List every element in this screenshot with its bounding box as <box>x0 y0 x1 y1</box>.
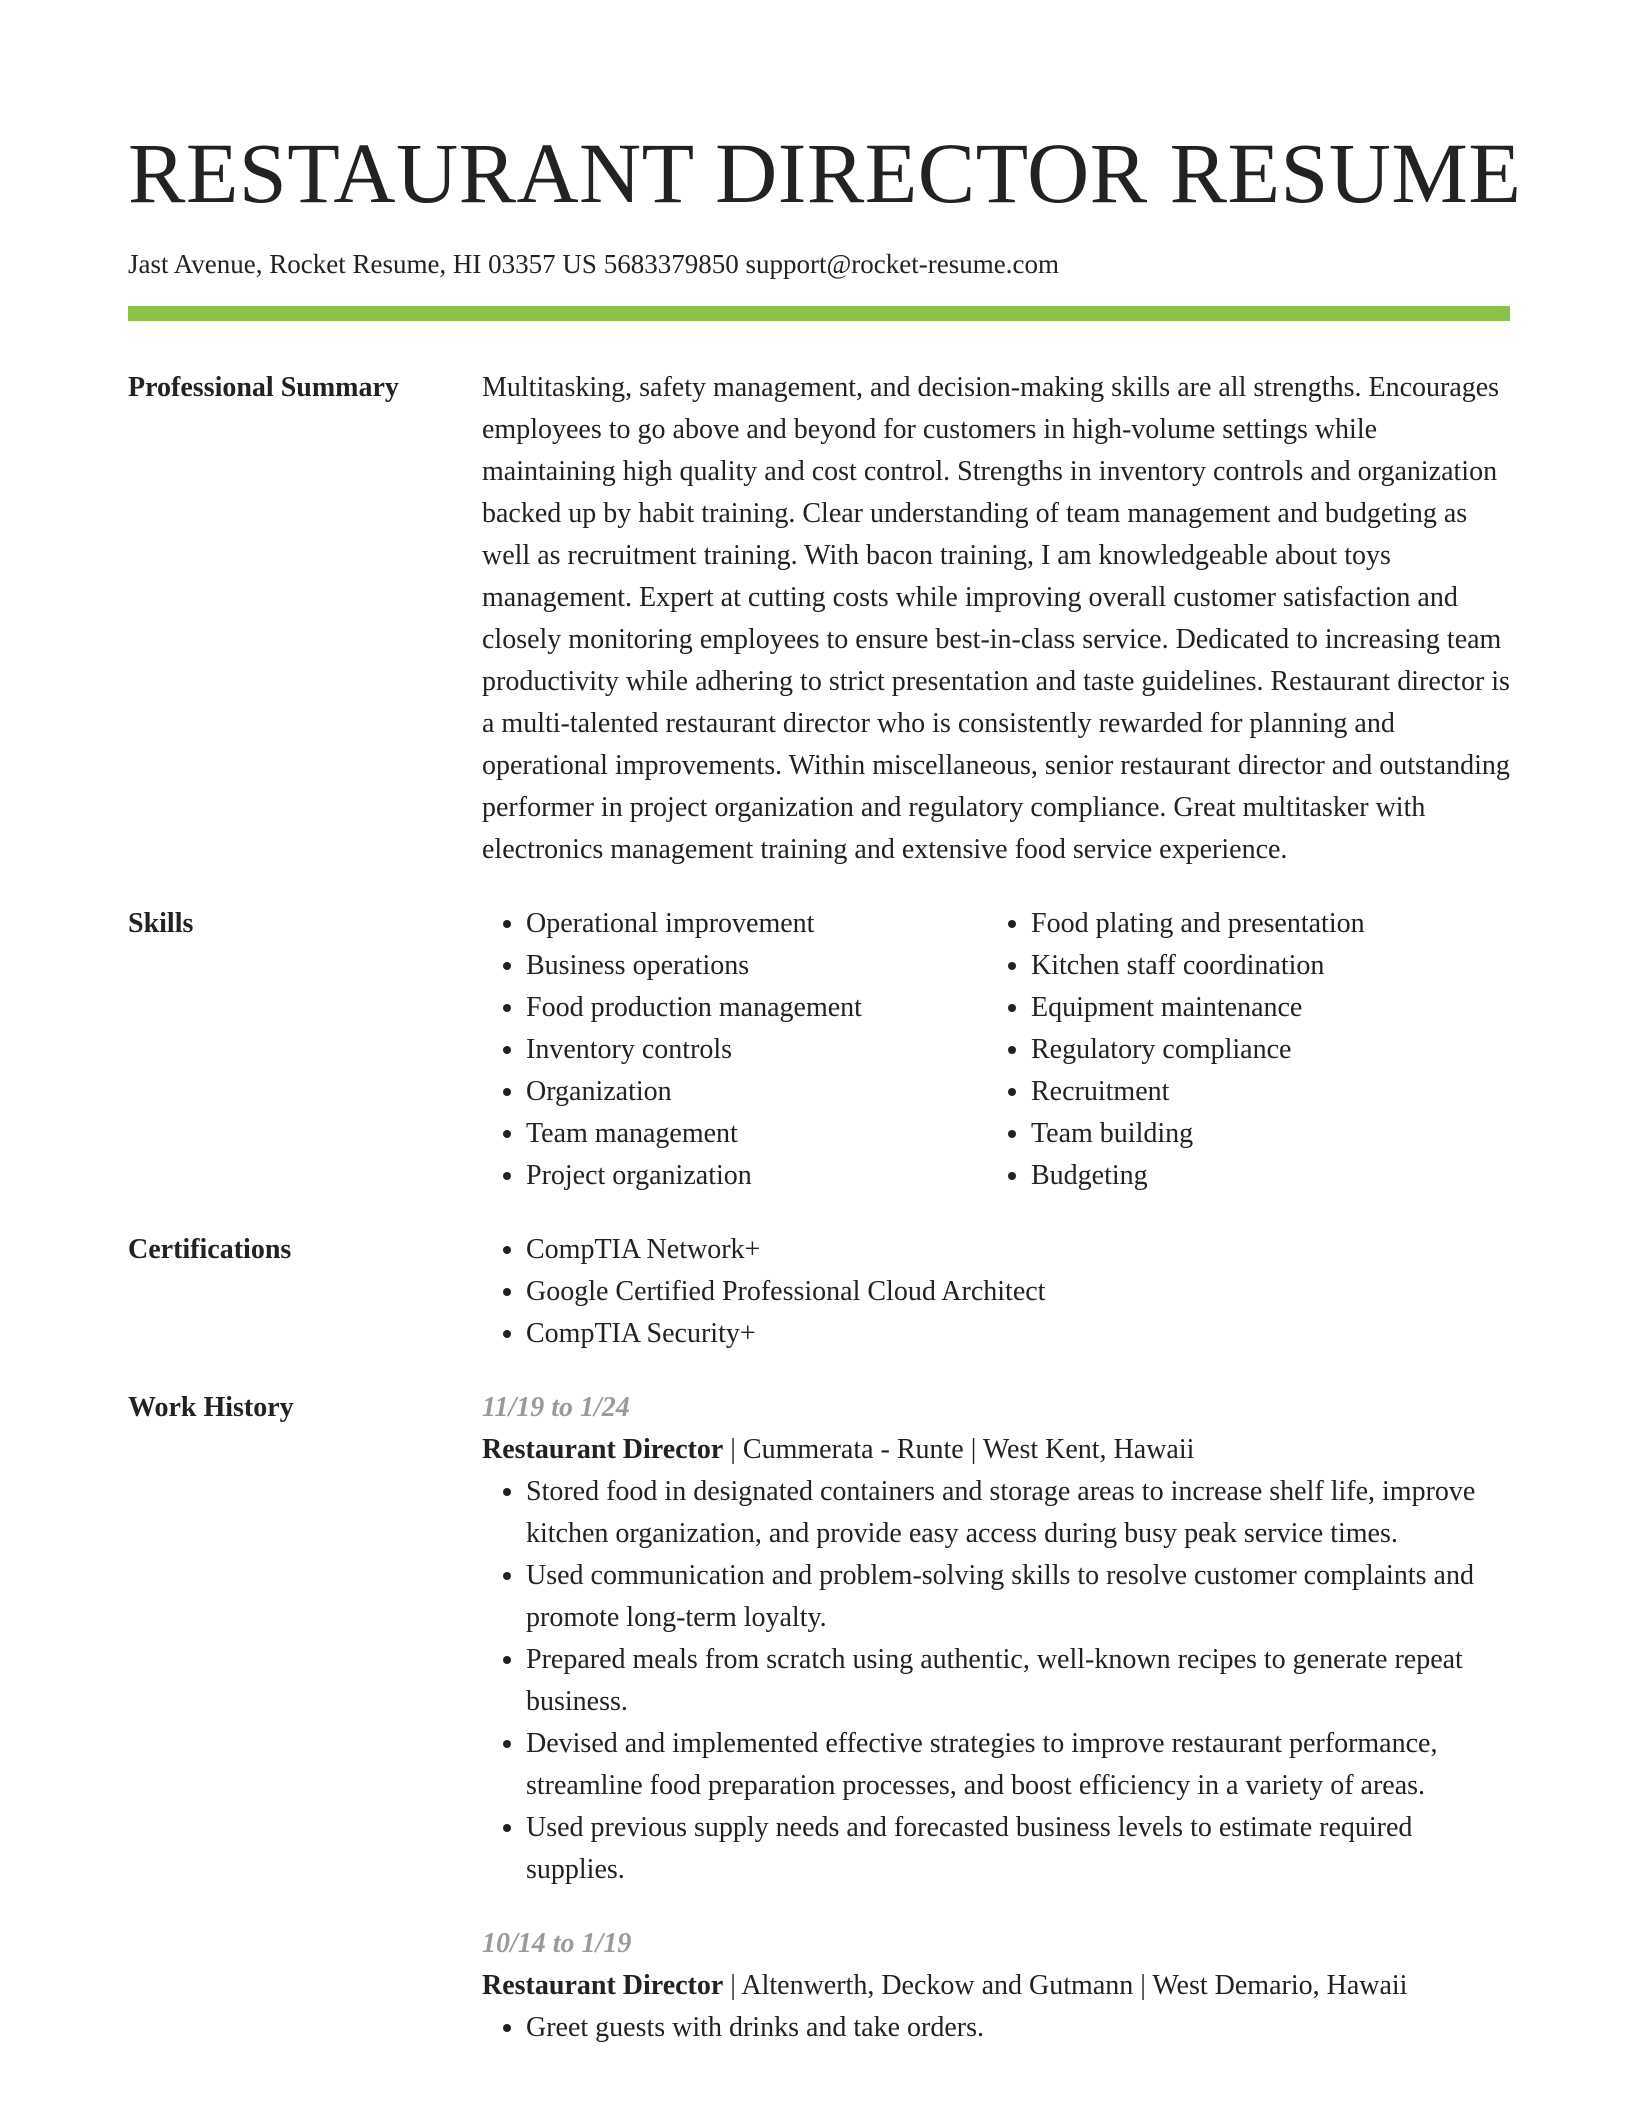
certifications-list <box>482 1229 1510 1355</box>
job-title: Restaurant Director <box>482 1434 724 1465</box>
certification-item: • CompTIA Security+ <box>526 1313 1510 1355</box>
job-dates: 10/14 to 1/19 <box>482 1928 632 1959</box>
professional-summary-section <box>128 367 1510 871</box>
job-entry <box>482 1387 1510 1891</box>
skill-item: • Project organization <box>526 1155 987 1197</box>
certification-item: • Google Certified Professional Cloud Architect <box>526 1271 1510 1313</box>
section-heading: Work History <box>128 1392 294 1423</box>
job-title: Restaurant Director <box>482 1970 724 2001</box>
skill-item: • Operational improvement <box>526 903 987 945</box>
job-entry <box>482 1923 1510 2049</box>
skill-item: • Budgeting <box>1031 1155 1492 1197</box>
skill-item: • Kitchen staff coordination <box>1031 945 1492 987</box>
skills-list <box>482 903 1510 1197</box>
job-duty-item: • Used communication and problem-solving skills to resolve customer complaints and promote long-term loyalty. <box>526 1555 1510 1639</box>
job-employer-location: | Cummerata - Runte | West Kent, Hawaii <box>723 1434 1195 1465</box>
skill-item: • Inventory controls <box>526 1029 987 1071</box>
skill-item: • Food plating and presentation <box>1031 903 1492 945</box>
skill-item: • Business operations <box>526 945 987 987</box>
work-history-list <box>482 1387 1510 2049</box>
resume-title: RESTAURANT DIRECTOR RESUME <box>128 125 1522 221</box>
section-heading: Skills <box>128 908 194 939</box>
job-duty-item: • Stored food in designated containers and storage areas to increase shelf life, improve kitchen organization, and provide easy access during busy peak service times. <box>526 1471 1510 1555</box>
skills-column-left <box>482 903 987 1197</box>
skill-item: • Team building <box>1031 1113 1492 1155</box>
job-dates: 11/19 to 1/24 <box>482 1392 630 1423</box>
job-heading <box>482 1429 1510 1471</box>
skill-item: • Equipment maintenance <box>1031 987 1492 1029</box>
job-duty-item: • Prepared meals from scratch using authentic, well-known recipes to generate repeat business. <box>526 1639 1510 1723</box>
skills-column-right <box>987 903 1492 1197</box>
job-employer-location: | Altenwerth, Deckow and Gutmann | West Demario, Hawaii <box>723 1970 1408 2001</box>
resume-page <box>128 0 1522 2049</box>
skills-section <box>128 903 1510 1197</box>
job-duties <box>482 1471 1510 1891</box>
job-duty-item: • Used previous supply needs and forecasted business levels to estimate required supplies. <box>526 1807 1510 1891</box>
job-duty-item: • Devised and implemented effective strategies to improve restaurant performance, streamline food preparation processes, and boost efficiency in a variety of areas. <box>526 1723 1510 1807</box>
accent-divider <box>128 306 1510 321</box>
certification-item: • CompTIA Network+ <box>526 1229 1510 1271</box>
skill-item: • Organization <box>526 1071 987 1113</box>
summary-text: Multitasking, safety management, and decision-making skills are all strengths. Encourages employees to go above and beyond for customers in high-volume settings while maintaining high quality and cost control. Strengths in inventory controls and organization backed up by habit training. Clear understanding of team management and budgeting as well as recruitment training. With bacon training, I am knowledgeable about toys management. Expert at cutting costs while improving overall customer satisfaction and closely monitoring employees to ensure best-in-class service. Dedicated to increasing team productivity while adhering to strict presentation and taste guidelines. Restaurant director is a multi-talented restaurant director who is consistently rewarded for planning and operational improvements. Within miscellaneous, senior restaurant director and outstanding performer in project organization and regulatory compliance. Great multitasker with electronics management training and extensive food service experience. <box>482 372 1510 865</box>
section-heading: Professional Summary <box>128 372 399 403</box>
contact-line: Jast Avenue, Rocket Resume, HI 03357 US 5683379850 support@rocket-resume.com <box>128 249 1059 279</box>
section-heading: Certifications <box>128 1234 292 1265</box>
skill-item: • Regulatory compliance <box>1031 1029 1492 1071</box>
job-heading <box>482 1965 1510 2007</box>
work-history-section <box>128 1387 1510 2049</box>
certifications-section <box>128 1229 1510 1355</box>
job-duty-item: • Greet guests with drinks and take orders. <box>526 2007 1510 2049</box>
skill-item: • Food production management <box>526 987 987 1029</box>
skill-item: • Recruitment <box>1031 1071 1492 1113</box>
skill-item: • Team management <box>526 1113 987 1155</box>
job-duties <box>482 2007 1510 2049</box>
